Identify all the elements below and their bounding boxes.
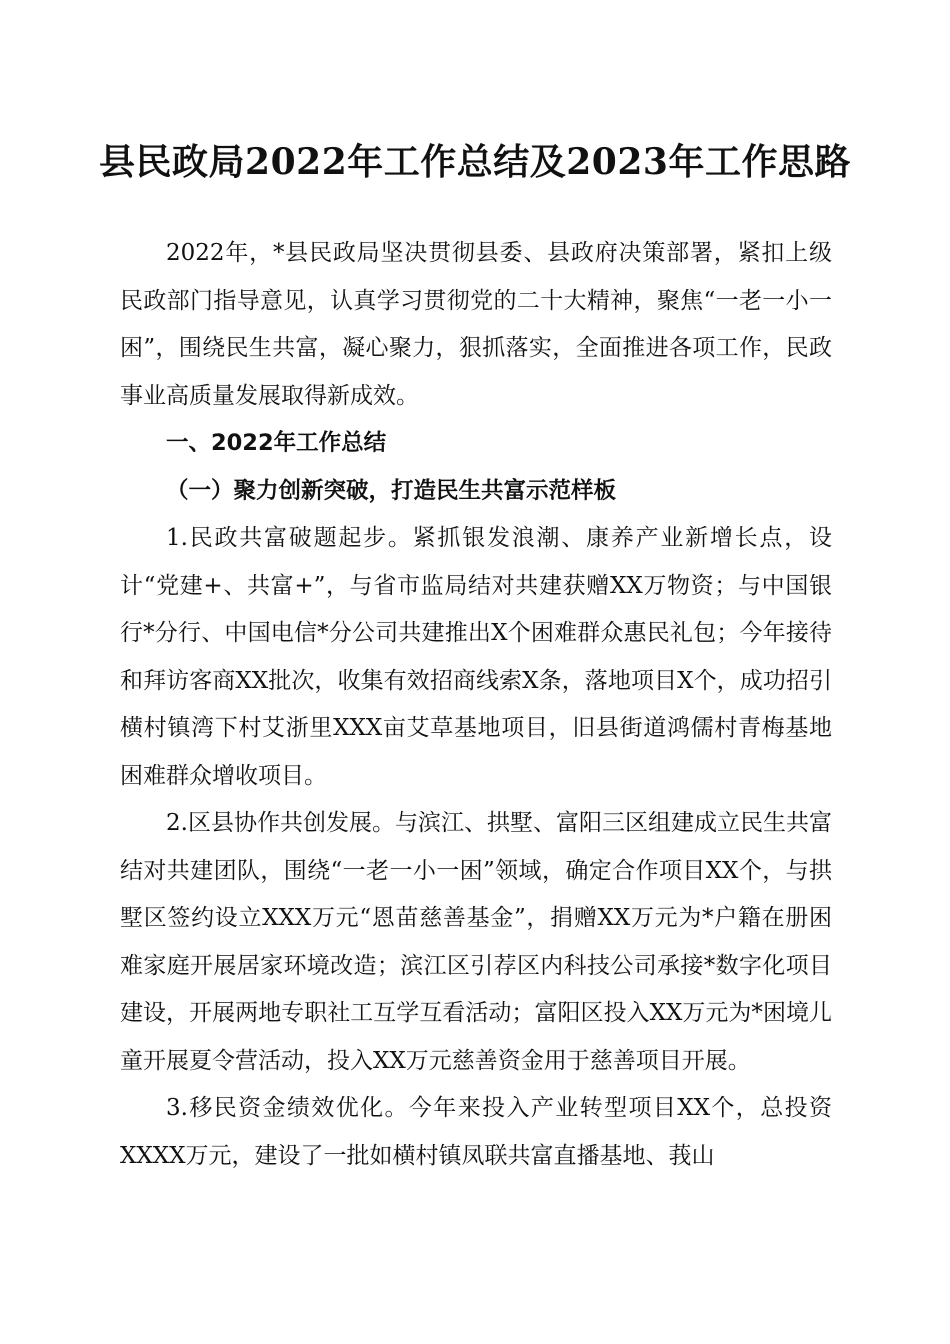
- item-paragraph-2: 2.区县协作共创发展。与滨江、拱墅、富阳三区组建成立民生共富结对共建团队，围绕“一老一小一困”领域，确定合作项目XX个，与拱墅区签约设立XXX万元“恩苗慈善基金”，捐赠XX万元为*户籍在册困难家庭开展居家环境改造；滨江区引荐区内科技公司承接*数字化项目建设，开展两地专职社工互学互看活动；富阳区投入XX万元为*困境儿童开展夏令营活动，投入XX万元慈善资金用于慈善项目开展。: [120, 810, 832, 1074]
- section-heading: 一、2022年工作总结: [166, 430, 387, 456]
- document-title: 县民政局2022年工作总结及2023年工作思路: [99, 141, 851, 183]
- document-body: [120, 230, 832, 1180]
- item-paragraph-1: 1.民政共富破题起步。紧抓银发浪潮、康养产业新增长点，设计“党建+、共富+”，与省市监局结对共建获赠XX万物资；与中国银行*分行、中国电信*分公司共建推出X个困难群众惠民礼包；今年接待和拜访客商XX批次，收集有效招商线索X条，落地项目X个，成功招引横村镇湾下村艾浙里XXX亩艾草基地项目，旧县街道鸿儒村青梅基地困难群众增收项目。: [120, 525, 832, 789]
- subsection-heading: （一）聚力创新突破，打造民生共富示范样板: [166, 477, 617, 504]
- intro-paragraph: 2022年，*县民政局坚决贯彻县委、县政府决策部署，紧扣上级民政部门指导意见，认真学习贯彻党的二十大精神，聚焦“一老一小一困”，围绕民生共富，凝心聚力，狠抓落实，全面推进各项工作，民政事业高质量发展取得新成效。: [120, 240, 832, 409]
- item-paragraph-3: 3.移民资金绩效优化。今年来投入产业转型项目XX个，总投资XXXX万元，建设了一批如横村镇凤联共富直播基地、莪山: [120, 1095, 832, 1169]
